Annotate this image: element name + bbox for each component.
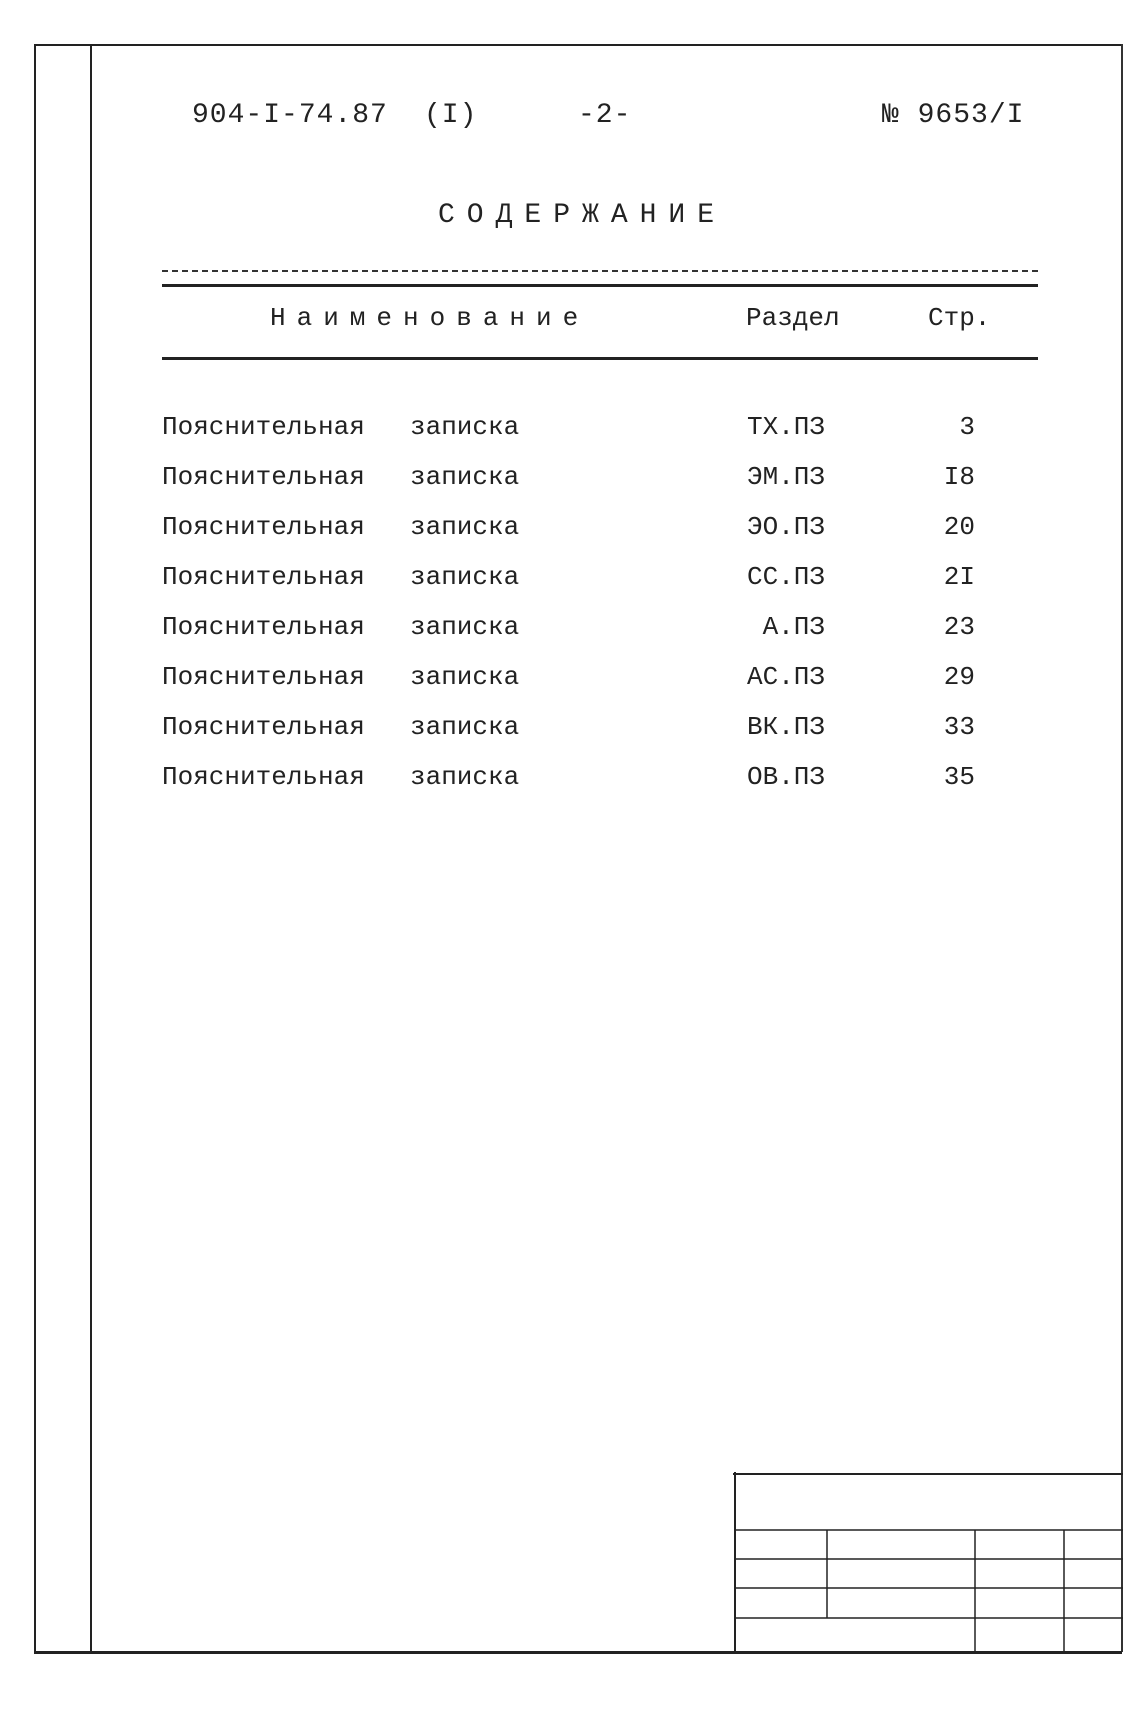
table-row [0, 562, 1139, 612]
row-section: ЭО.ПЗ [746, 512, 825, 542]
table-row [0, 412, 1139, 462]
dashed-divider [162, 270, 1038, 272]
column-header-page: Стр. [928, 303, 991, 333]
table-row [0, 762, 1139, 812]
row-section: ТХ.ПЗ [746, 412, 825, 442]
row-name: Пояснительная [162, 412, 365, 442]
row-note: записка [410, 612, 520, 642]
row-note: записка [410, 512, 520, 542]
row-name: Пояснительная [162, 612, 365, 642]
row-page: 20 [943, 512, 975, 542]
column-header-name: Наименование [270, 303, 590, 333]
inventory-number: № 9653/I [882, 100, 1025, 131]
frame-right-border [1121, 44, 1123, 1652]
row-note: записка [410, 412, 520, 442]
contents-table [0, 412, 1139, 812]
page-number: -2- [578, 100, 632, 131]
table-row [0, 712, 1139, 762]
frame-top-border [34, 44, 1122, 46]
row-name: Пояснительная [162, 562, 365, 592]
row-page: 29 [943, 662, 975, 692]
row-section: СС.ПЗ [746, 562, 825, 592]
row-page: 23 [943, 612, 975, 642]
table-row [0, 512, 1139, 562]
row-section: ВК.ПЗ [746, 712, 825, 742]
row-page: 33 [943, 712, 975, 742]
document-code: 904-I-74.87 [192, 100, 388, 131]
table-row [0, 612, 1139, 662]
row-section: ЭМ.ПЗ [746, 462, 825, 492]
title-block-grid [733, 1472, 1123, 1654]
row-note: записка [410, 712, 520, 742]
row-name: Пояснительная [162, 712, 365, 742]
title-block-stamp [733, 1472, 1123, 1654]
row-section: ОВ.ПЗ [746, 762, 825, 792]
frame-left-outer-border [34, 44, 36, 1652]
table-row [0, 662, 1139, 712]
row-note: записка [410, 462, 520, 492]
document-part: (I) [424, 100, 478, 131]
row-section: А.ПЗ [762, 612, 825, 642]
row-note: записка [410, 562, 520, 592]
table-top-rule [162, 284, 1038, 287]
column-header-section: Раздел [746, 303, 840, 333]
row-page: 35 [943, 762, 975, 792]
row-name: Пояснительная [162, 462, 365, 492]
page-title: СОДЕРЖАНИЕ [438, 200, 727, 231]
frame-binding-margin-line [90, 44, 92, 1652]
row-section: АС.ПЗ [746, 662, 825, 692]
table-row [0, 462, 1139, 512]
table-header-rule [162, 357, 1038, 360]
row-name: Пояснительная [162, 662, 365, 692]
row-page: 2I [943, 562, 975, 592]
row-note: записка [410, 662, 520, 692]
row-page: I8 [943, 462, 975, 492]
row-name: Пояснительная [162, 762, 365, 792]
row-name: Пояснительная [162, 512, 365, 542]
row-page: 3 [959, 412, 975, 442]
row-note: записка [410, 762, 520, 792]
